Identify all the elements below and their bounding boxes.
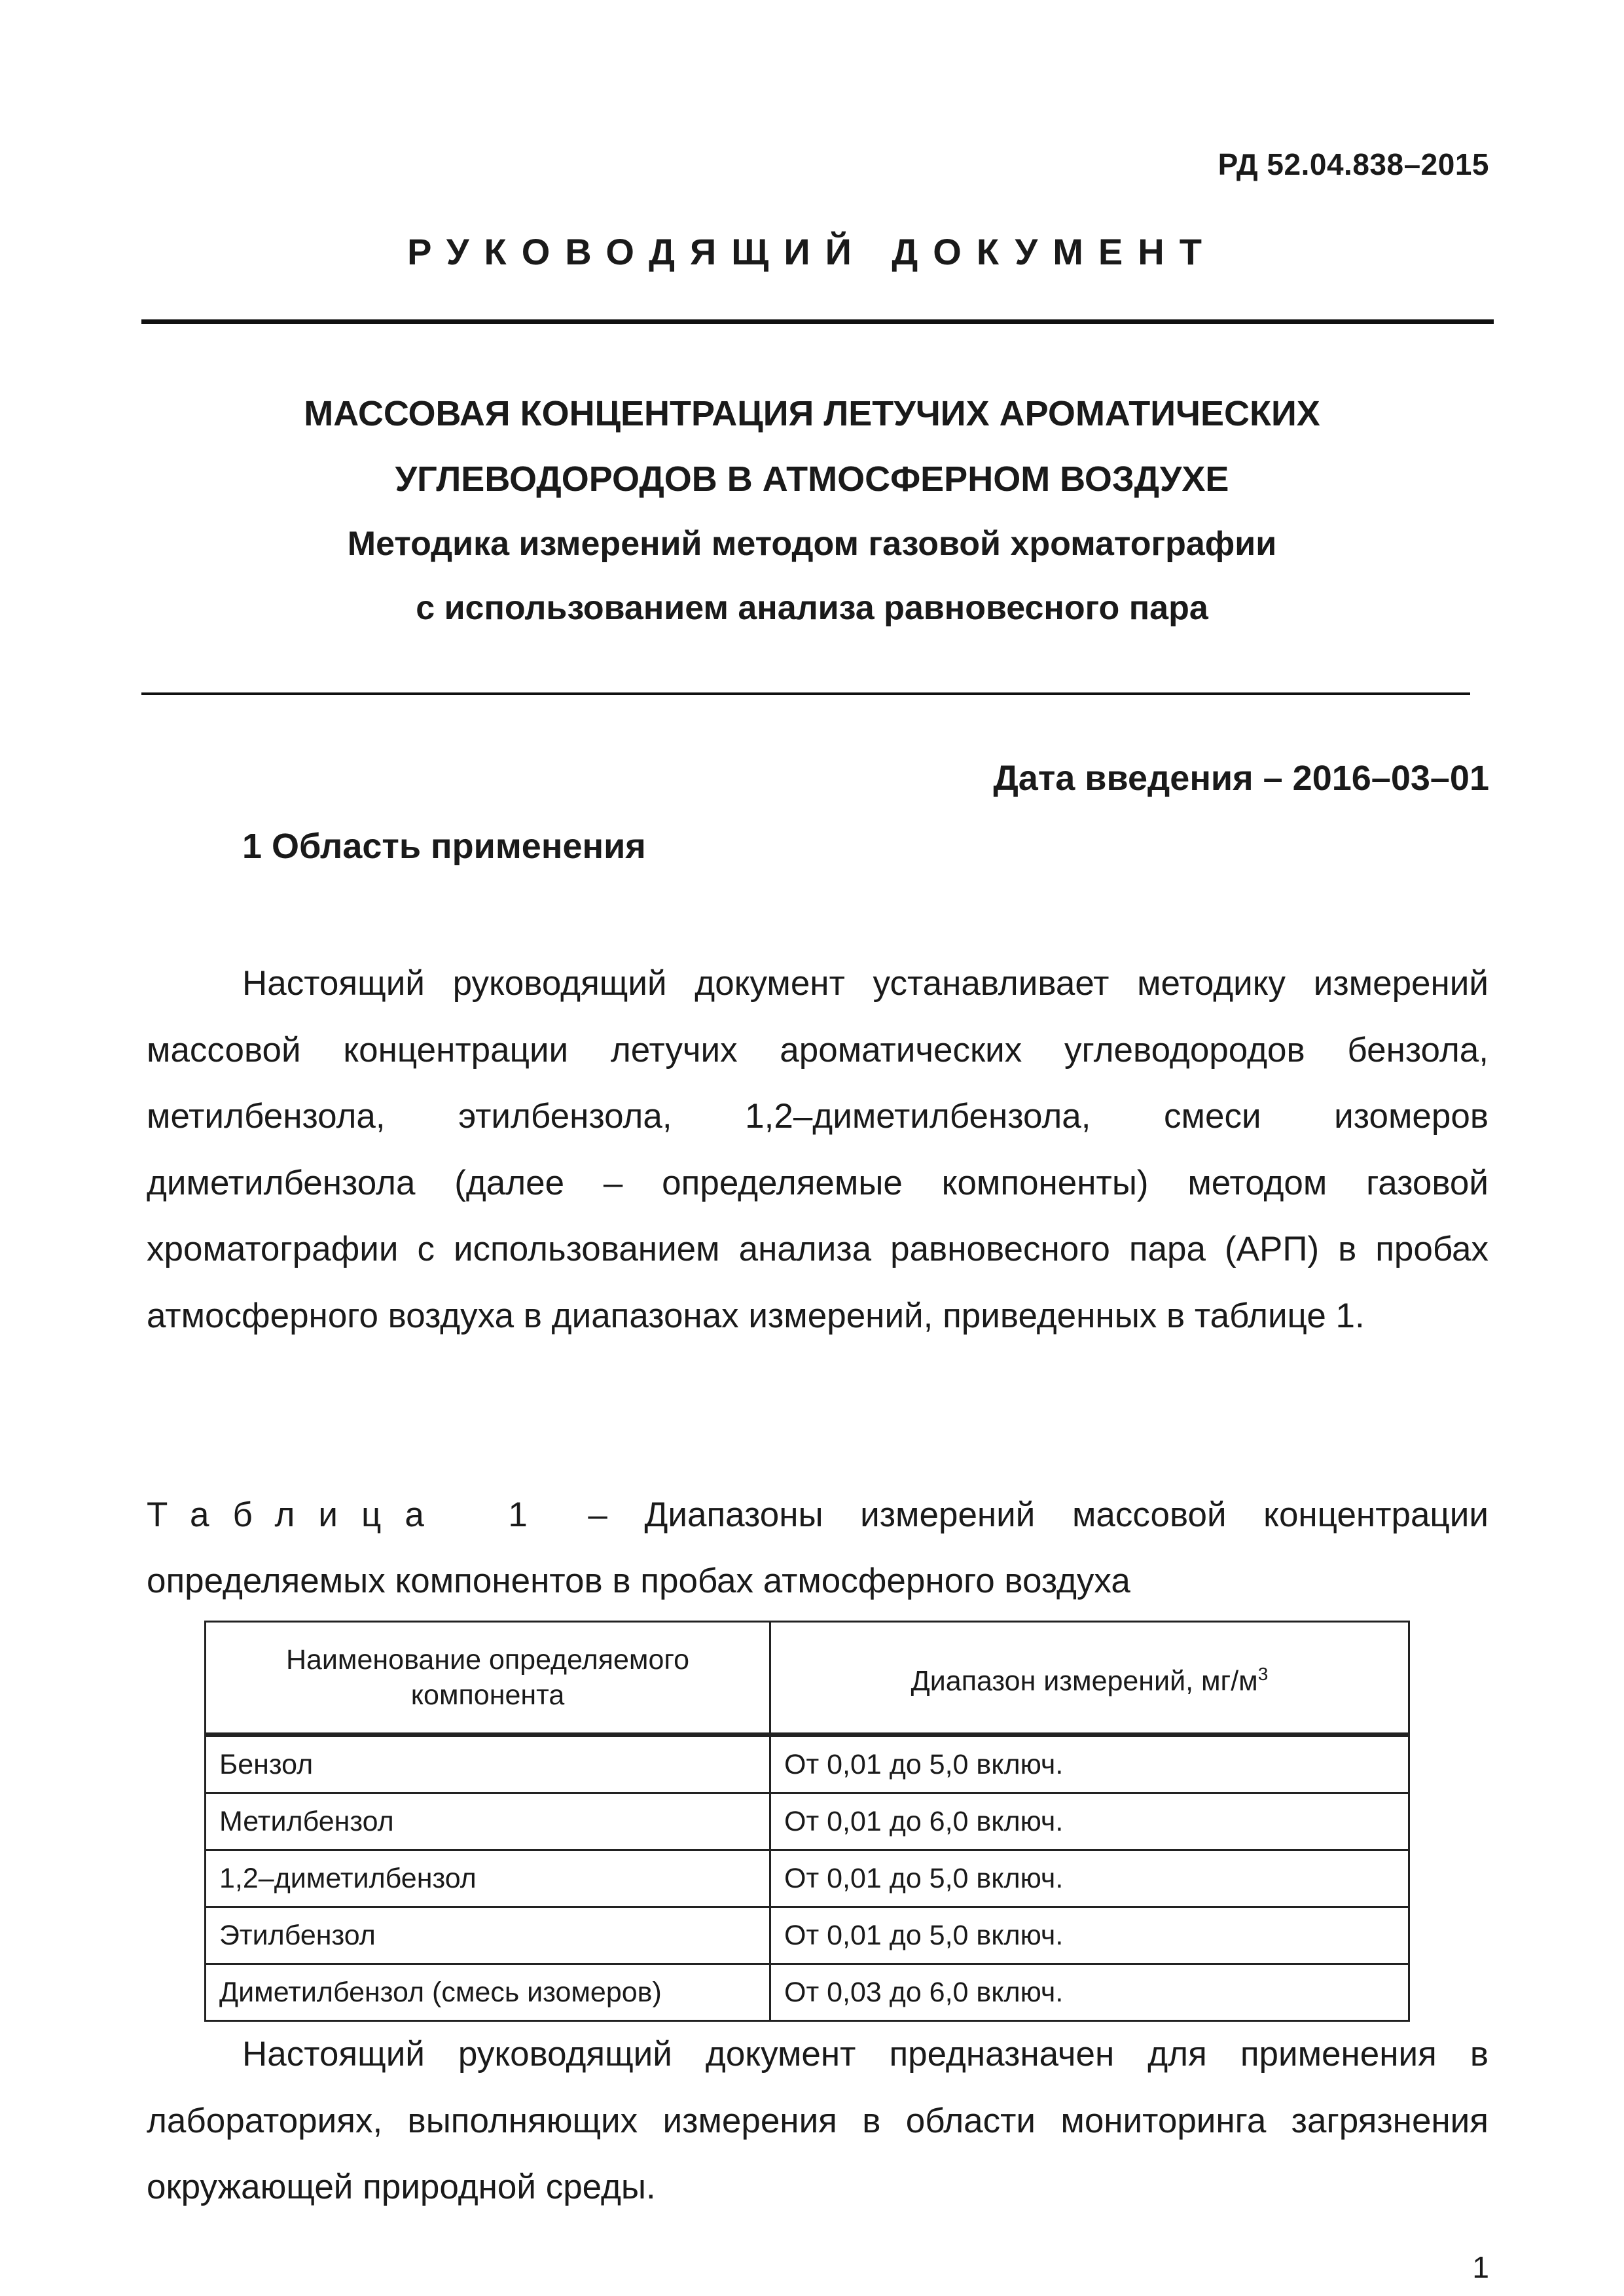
measurement-ranges-table <box>204 1621 1410 2022</box>
title-line-4: с использованием анализа равновесного пара <box>416 589 1208 627</box>
document-code: РД 52.04.838–2015 <box>1218 147 1489 181</box>
title-line-1: МАССОВАЯ КОНЦЕНТРАЦИЯ ЛЕТУЧИХ АРОМАТИЧЕСКИХ <box>304 394 1320 433</box>
column-header-range-text: Диапазон измерений, мг/м <box>911 1665 1258 1697</box>
top-divider <box>141 319 1494 324</box>
column-header-component: Наименование определяемого компонента <box>206 1622 770 1735</box>
component-cell: Этилбензол <box>206 1907 770 1964</box>
title-line-3: Методика измерений методом газовой хроматографии <box>347 525 1277 563</box>
section-heading: 1 Область применения <box>242 827 646 866</box>
scope-paragraph-text: Настоящий руководящий документ устанавливает методику измерений массовой концентрации летучих ароматических углеводородов бензола, метилбензола, этилбензола, 1,2–диметилбензола, смеси изомеров диметилбензола (далее – определяемые компоненты) методом газовой хроматографии с использованием анализа равновесного пара (АРП) в пробах атмосферного воздуха в диапазонах измерений, приведенных в таблице 1. <box>147 964 1489 1335</box>
table-caption-label: Таблица 1 <box>147 1496 551 1534</box>
scope-paragraph <box>147 950 1489 1349</box>
range-cell: От 0,01 до 5,0 включ. <box>770 1735 1409 1793</box>
table-row <box>206 1850 1409 1907</box>
table-caption <box>147 1482 1489 1614</box>
component-cell: 1,2–диметилбензол <box>206 1850 770 1907</box>
component-cell: Метилбензол <box>206 1793 770 1850</box>
table-caption-text: – Диапазоны измерений массовой концентрации определяемых компонентов в пробах атмосферного воздуха <box>147 1496 1489 1600</box>
document-type-heading: РУКОВОДЯЩИЙ ДОКУМЕНТ <box>407 231 1217 272</box>
range-cell: От 0,01 до 5,0 включ. <box>770 1850 1409 1907</box>
table-row <box>206 1907 1409 1964</box>
title-line-2: УГЛЕВОДОРОДОВ В АТМОСФЕРНОМ ВОЗДУХЕ <box>395 459 1229 499</box>
range-cell: От 0,01 до 6,0 включ. <box>770 1793 1409 1850</box>
document-title <box>0 381 1624 640</box>
column-header-range <box>770 1622 1409 1735</box>
range-cell: От 0,01 до 5,0 включ. <box>770 1907 1409 1964</box>
applicability-paragraph <box>147 2021 1489 2221</box>
introduction-date: Дата введения – 2016–03–01 <box>993 759 1489 798</box>
component-cell: Диметилбензол (смесь изомеров) <box>206 1964 770 2021</box>
table-row <box>206 1735 1409 1793</box>
column-header-range-unit-exponent: 3 <box>1257 1663 1269 1684</box>
component-cell: Бензол <box>206 1735 770 1793</box>
table-row <box>206 1793 1409 1850</box>
table-header-row <box>206 1622 1409 1735</box>
range-cell: От 0,03 до 6,0 включ. <box>770 1964 1409 2021</box>
title-divider <box>141 692 1470 695</box>
page-number: 1 <box>1472 2250 1489 2284</box>
applicability-paragraph-text: Настоящий руководящий документ предназначен для применения в лабораториях, выполняющих измерения в области мониторинга загрязнения окружающей природной среды. <box>147 2035 1489 2206</box>
table-row <box>206 1964 1409 2021</box>
